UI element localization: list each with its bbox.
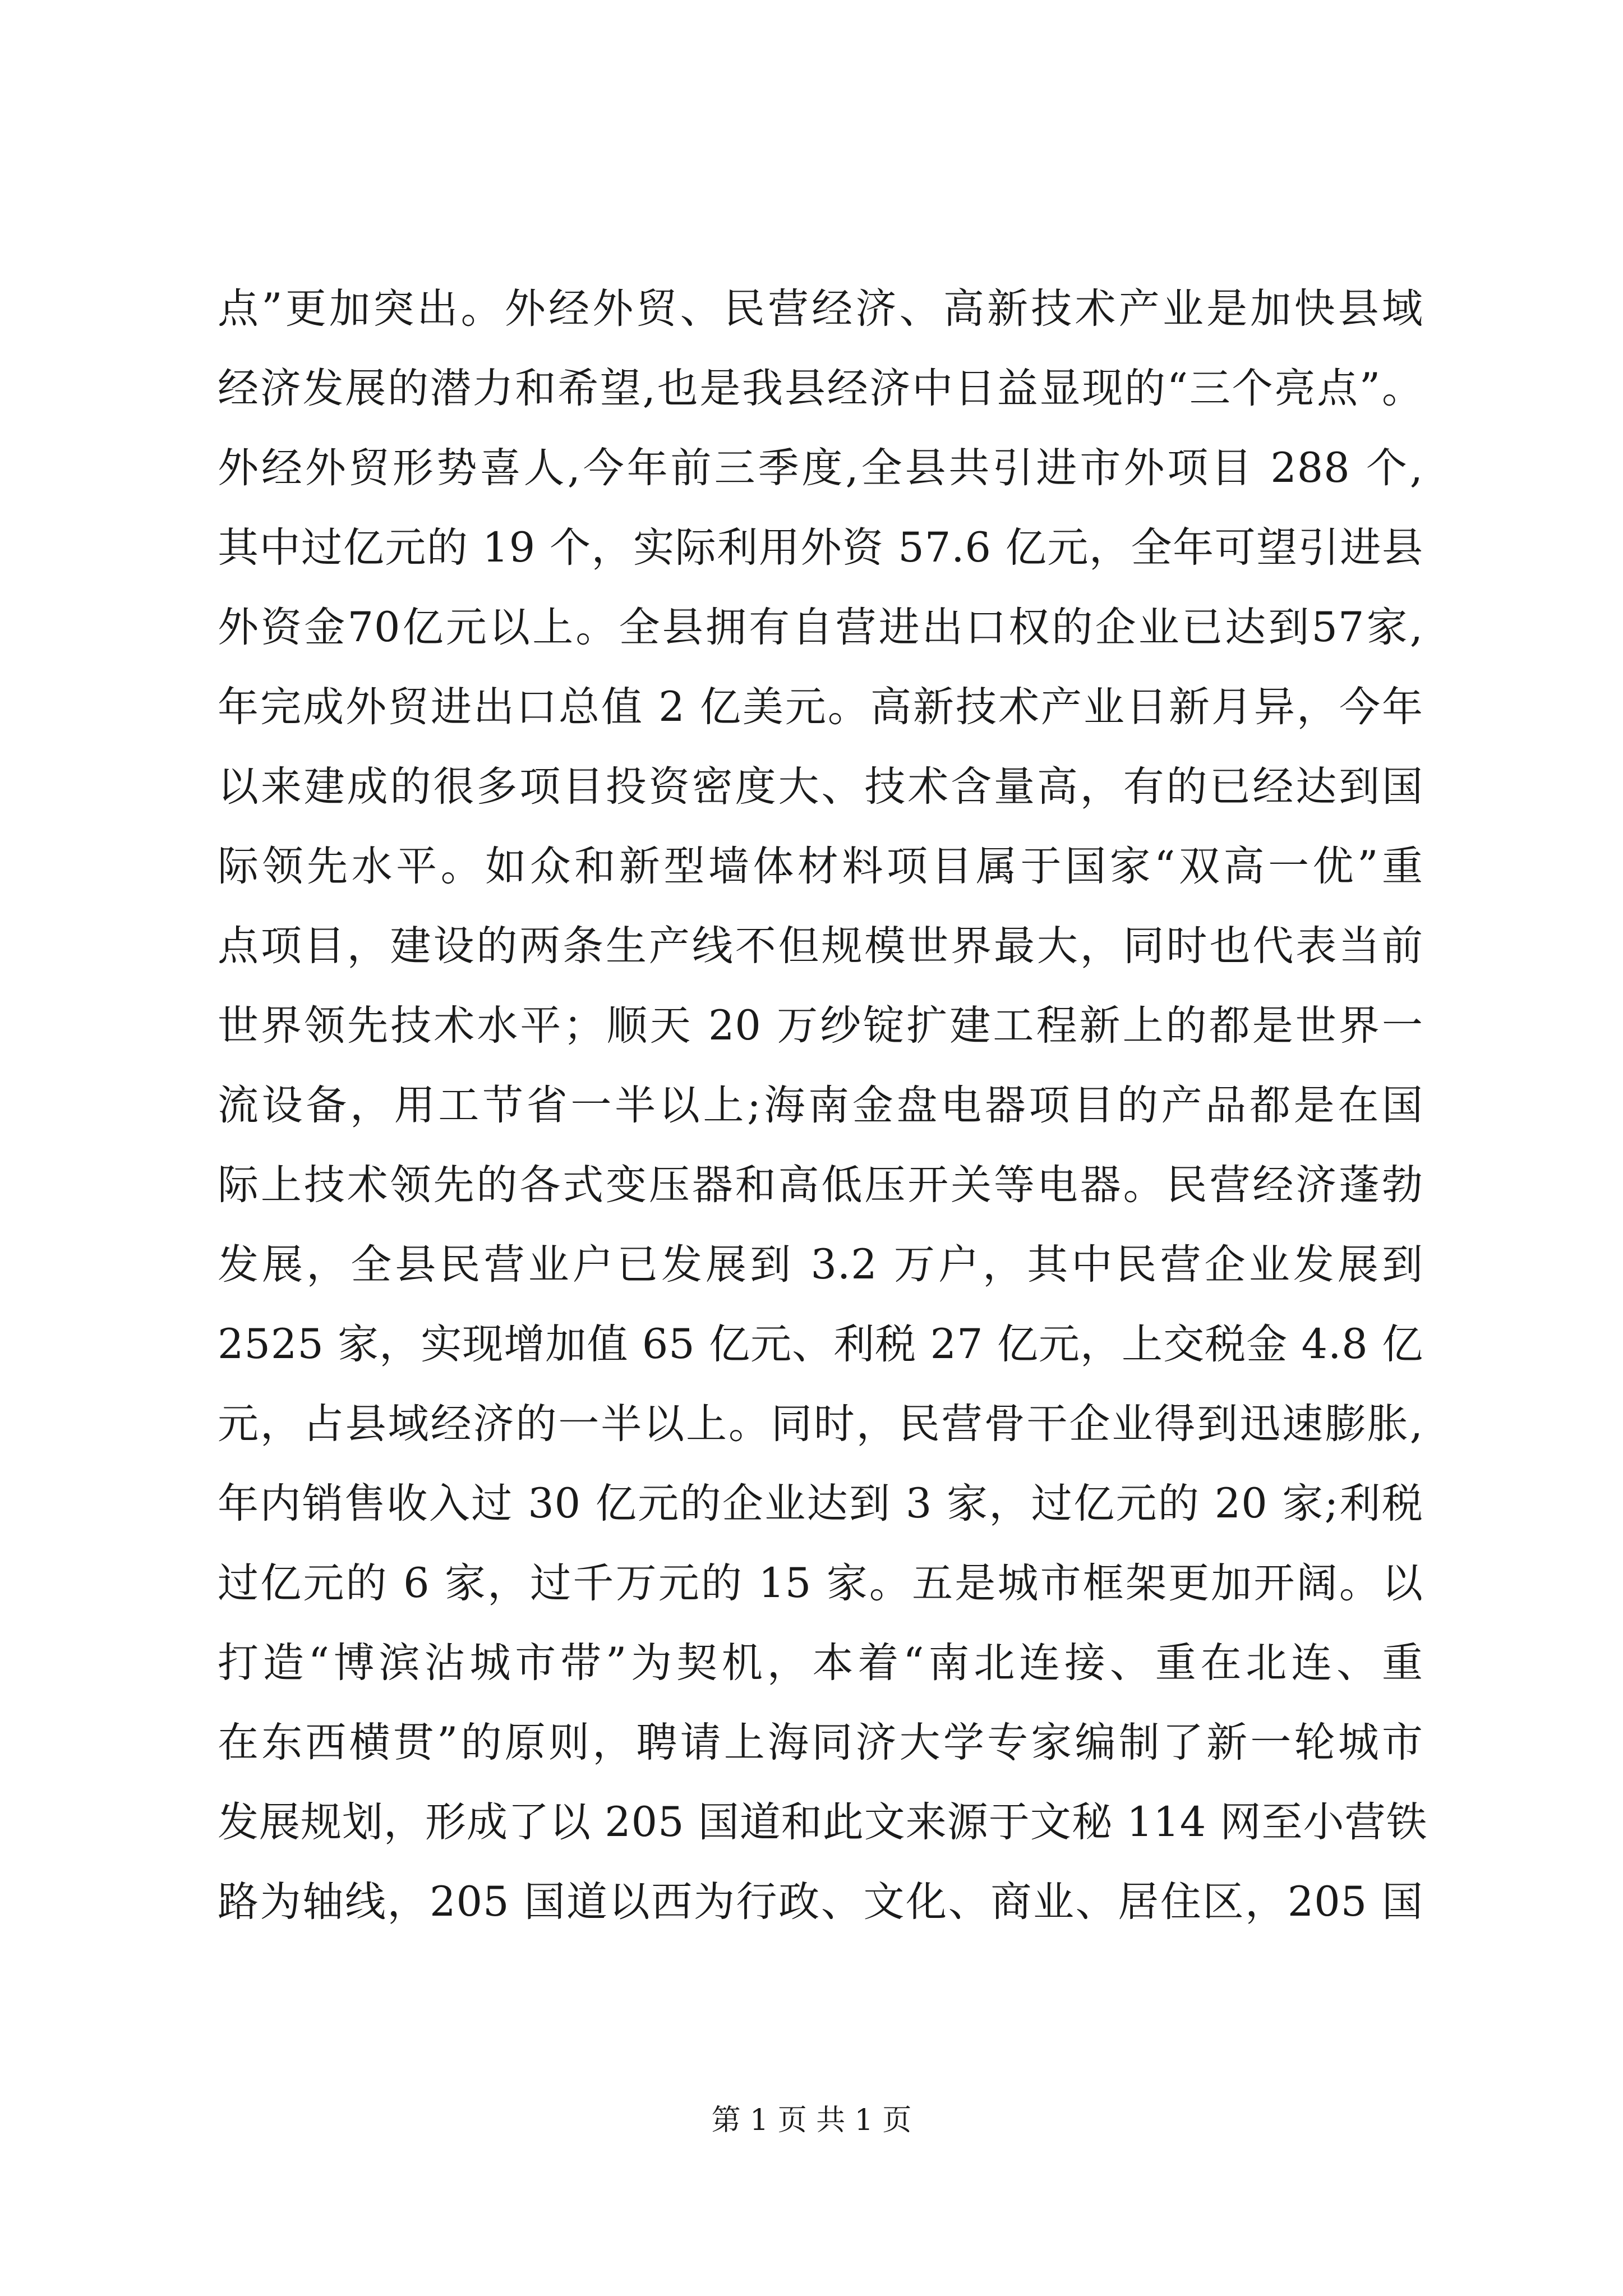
page-number-label: 第 1 页 共 1 页 — [711, 2104, 912, 2137]
body-paragraph — [218, 269, 1428, 1942]
text-line: 经济发展的潜力和希望,也是我县经济中日益显现的“三个亮点”。 — [218, 365, 1423, 412]
text-line: 年内销售收入过 30 亿元的企业达到 3 家，过亿元的 20 家;利税 — [218, 1480, 1423, 1527]
text-line: 流设备，用工节省一半以上;海南金盘电器项目的产品都是在国 — [218, 1082, 1423, 1129]
text-line: 元，占县域经济的一半以上。同时，民营骨干企业得到迅速膨胀, — [218, 1400, 1423, 1448]
text-line: 际上技术领先的各式变压器和高低压开关等电器。民营经济蓬勃 — [218, 1161, 1423, 1209]
text-line: 其中过亿元的 19 个，实际利用外资 57.6 亿元，全年可望引进县 — [218, 524, 1423, 572]
text-line: 2525 家，实现增加值 65 亿元、利税 27 亿元，上交税金 4.8 亿 — [218, 1320, 1423, 1368]
text-line: 外资金70亿元以上。全县拥有自营进出口权的企业已达到57家, — [218, 604, 1423, 651]
text-line: 路为轴线，205 国道以西为行政、文化、商业、居住区，205 国 — [218, 1878, 1423, 1926]
text-line: 年完成外贸进出口总值 2 亿美元。高新技术产业日新月异，今年 — [218, 683, 1423, 731]
text-line: 点项目，建设的两条生产线不但规模世界最大，同时也代表当前 — [218, 922, 1423, 970]
text-line: 打造“博滨沾城市带”为契机，本着“南北连接、重在北连、重 — [218, 1639, 1423, 1687]
text-line: 点”更加突出。外经外贸、民营经济、高新技术产业是加快县域 — [218, 285, 1423, 333]
text-line: 过亿元的 6 家，过千万元的 15 家。五是城市框架更加开阔。以 — [218, 1559, 1423, 1607]
text-line: 发展规划，形成了以 205 国道和此文来源于文秘 114 网至小营铁 — [218, 1798, 1428, 1846]
text-line: 际领先水平。如众和新型墙体材料项目属于国家“双高一优”重 — [218, 843, 1423, 890]
text-line: 以来建成的很多项目投资密度大、技术含量高，有的已经达到国 — [218, 763, 1423, 811]
text-line: 外经外贸形势喜人,今年前三季度,全县共引进市外项目 288 个, — [218, 444, 1423, 492]
text-line: 世界领先技术水平；顺天 20 万纱锭扩建工程新上的都是世界一 — [218, 1002, 1423, 1050]
text-line: 发展，全县民营业户已发展到 3.2 万户，其中民营企业发展到 — [218, 1241, 1423, 1289]
page-footer — [0, 2101, 1623, 2140]
text-line: 在东西横贯”的原则，聘请上海同济大学专家编制了新一轮城市 — [218, 1719, 1423, 1766]
